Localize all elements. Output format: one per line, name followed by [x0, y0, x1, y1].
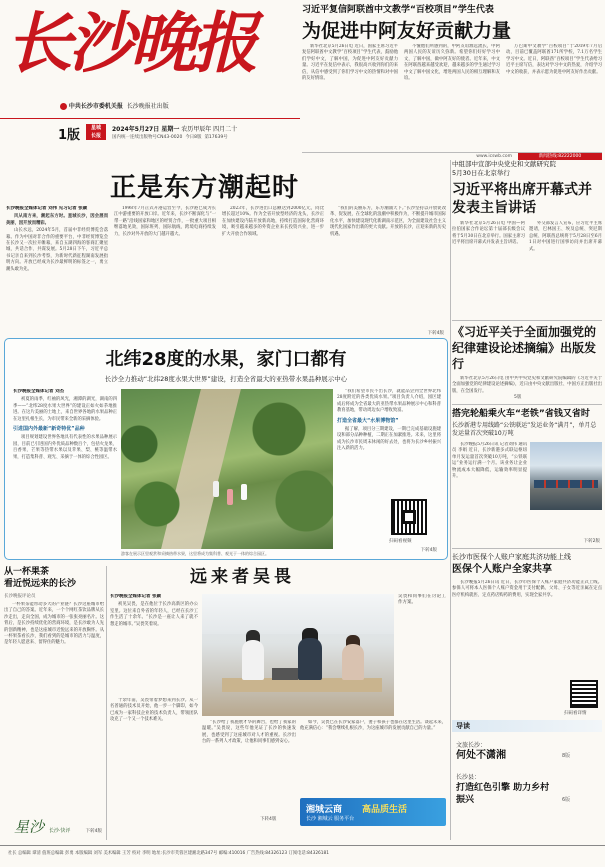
main-story-intro-col: 长沙晚报全媒体记者 刘伟 见习记者 张颖 风从南方来，潮起东方时。星城长沙，因会展而美丽，因开放而精彩。 山长水远，2024年5月，首届中非经贸博览会落幕。作为中国对非合作的重要平台，中非经贸博览会在长沙又一次拉开帷幕，来自五湖四海的客商汇聚星城，共话合作、共谋发展。5月28日下午，习近平总书记亲自来到长沙考察，为新时代新征程湖南发展指明方向。开放已经成为长沙最鲜明的标签之一，勇立潮头敢为先。	[6, 206, 108, 272]
commentary-logo	[14, 816, 70, 837]
fruit-subhead-2: 打造全省最大“水果博物馆”	[337, 417, 399, 424]
right-divider-3	[452, 548, 602, 549]
fruit-qr-label: 扫码看视频	[389, 539, 412, 544]
fruit-col-1: 长沙晚报全媒体记者 刘杰 初夏的雨季，红袖的风光，湘潭的湖光，湖南的四季——“北纬28度水果大世界”的建设正如火如荼地推进。在这片美丽的土地上，来自世界各地的水果品种正在这里扎根生长，为市民带来全新的采摘体验。 引进国内外最新“新奇特优”品种 项目规划建设世界各地具有代表性的水果品种展示园，目前已引进国内外优质品种数百个，包括火龙果、百香果、芒果等热带水果以及苹果、梨、桃等温带水果，打造集科普、观光、采摘于一体的综合性园区。	[13, 389, 117, 460]
main-story-col-3: 2023年，长沙进出口总额达到2000亿元，同比增长超过10%。作为全省开放型经济的龙头，长沙正在加快建设内陆开放新高地，持续打造国际化营商环境，吸引越来越多的外资企业来长投资兴业，进一步扩大开放合作领域。	[222, 206, 324, 237]
book-release-headline: 《习近平关于全面加强党的纪律建设论述摘编》出版发行	[452, 325, 597, 371]
edition-badge	[86, 124, 106, 140]
main-story-col-2: 1998年7月正式开港运营至今，长沙港已成为长江中游重要的开放口岸。近年来，长沙不断深化与“一带一路”沿线国家和地区的经贸合作，一批重大项目相继落地见效，国际班列、国际航线、跨境电商持续发力，长沙对外开放的大门越开越大。	[114, 206, 216, 237]
masthead	[0, 0, 300, 155]
commentary-logo-sub: 长沙·快评	[48, 828, 71, 834]
orchard-trees-right	[243, 389, 333, 549]
profile-col-3: “长沙给了我施展才华的舞台，也给了我家的温暖。”吴畏说，这些年他见证了长沙的快速发展，也感受到了这座城市对人才的重视。长沙出台的一系列人才政策，让他和同事们感到安心。	[202, 720, 296, 745]
commentary-divider	[106, 566, 107, 840]
party-emblem-icon	[60, 103, 67, 110]
commentary-continued-link[interactable]: 下转4版	[85, 829, 102, 834]
train-continued-link[interactable]: 下转2版	[583, 539, 600, 544]
top-story-kicker: 习近平复信阿联酋中文教学“百校项目”学生代表	[302, 5, 494, 15]
cn-code: 国内统一连续出版物号CN43-0020	[112, 135, 183, 140]
logo-char-2: 沙	[68, 4, 130, 82]
profile-col-right	[398, 594, 446, 716]
top-story	[302, 4, 602, 154]
fruit-byline: 长沙晚报全媒体记者 刘杰	[13, 389, 65, 394]
top-story-col-1: 新华社北京5月26日电 近日，国家主席习近平复信阿联酋中文教学“百校项目”学生代表，鼓励他们学好中文，了解中国，为促进中阿友好贡献力量。习近平在复信中表示，我很高兴收到你们的来信，从信中感受到了你们学习中文的热情和对中国的友好情谊。	[302, 44, 398, 82]
date-line	[112, 124, 237, 133]
right-column	[452, 160, 602, 840]
main-continued-link[interactable]: 下转4版	[427, 331, 444, 336]
guide-section	[452, 720, 602, 835]
top-story-col-2: 不懂他们所感到的，中阿友谊源远流长，中阿两国人民的友谊历久弥新。希望你们好好学习中文，了解中国，做中阿友好的使者。近年来，中文在阿联酋越来越受欢迎，越来越多的学生通过学习中文了解中国文化，增进两国人民的相互理解和友谊。	[404, 44, 500, 82]
main-story-col-4: “我们的美丽东方，东方潮涌天下。”长沙坚持以开放促改革、促发展，在全球化的浪潮中积极作为，不断提升城市国际化水平，加快建设现代化新湖南示范区，为全面建设社会主义现代化国家作出新的更大贡献。开放的长沙，正迎来新的历史机遇。	[330, 206, 446, 237]
top-story-col-3: 万巴斯中文教学“百校项目”于2019年7月启动，目前已覆盖阿联酋171所学校，7.1万名学生学习中文。近日，阿联酋“百校项目”学生代表给习近平主席写信，表达对学习中文的热爱，介绍学习中文的收获，并表示愿为促进中阿友好作出贡献。	[506, 44, 602, 75]
train-photo	[530, 442, 602, 510]
profile-headline: 远来者吴畏	[190, 567, 295, 587]
right-kicker: 中组部中宣部中央党史和文献研究院	[452, 160, 556, 168]
profile-photo-caption: 吴畏和同事们在讨论工作方案。	[398, 594, 446, 606]
ad-brand: 湘城云商	[306, 805, 343, 815]
masthead-group: 长沙晚报社出版	[126, 103, 169, 110]
qr-center	[402, 510, 416, 524]
masthead-org-line	[60, 101, 169, 110]
date-text: 2024年5月27日 星期一	[112, 126, 180, 133]
profile-col-4: 如今，吴畏已在长沙安家落户，妻子和孩子也都在这里生活。谈起未来，他充满信心：“我会继续扎根长沙，为这座城市的发展贡献自己的力量。”	[300, 720, 446, 732]
lunar-text: 农历甲辰年 四月二十	[181, 126, 238, 133]
main-byline: 长沙晚报全媒体记者 刘伟 见习记者 张颖	[6, 206, 88, 211]
issue-pages: 今日8版	[185, 135, 202, 140]
office-window	[202, 594, 394, 634]
guide-item-1-kicker[interactable]: 文旅长沙：	[456, 742, 487, 749]
masthead-org: 中共长沙市委机关报	[68, 103, 123, 110]
profile-story	[110, 566, 448, 840]
edition-number: 1版	[58, 128, 81, 143]
logo-char-4: 报	[192, 4, 254, 82]
commentary	[4, 566, 104, 840]
train-deck: 长沙新港专用线路“公铁联运”发运业务“满月”，单月总发运量首次突破10万吨	[452, 422, 597, 437]
footer-text: 社长 总编辑 谭清 值班总编辑 彭勇 本版编辑 刘军 美术编辑 王芳 校对 李明 地址:长沙市芙蓉区建湘北路347号 邮编:410016 广告热线:84326123 订阅电话:84326181	[8, 851, 329, 856]
commentary-logo-char-2: 沙	[29, 818, 45, 836]
edition-badge-line2: 长报	[90, 133, 101, 139]
insurance-qr-label: 扫码看详情	[564, 711, 587, 716]
top-story-headline: 为促进中阿友好贡献力量	[302, 20, 512, 42]
commentary-headline: 看近悦远来的长沙	[4, 579, 77, 589]
fruit-qr-code[interactable]	[391, 499, 427, 535]
fruit-deck: 长沙全力推动“北纬28度水果大世界”建设，打造全省最大的亚热带水果品种展示中心	[104, 375, 348, 383]
fruit-headline: 北纬28度的水果，家门口都有	[105, 349, 347, 370]
person-1	[242, 640, 264, 680]
laptop	[272, 668, 298, 680]
profile-continued-link[interactable]: 下转4版	[260, 817, 277, 822]
commentary-kicker: 从一杯果茶	[4, 567, 50, 577]
guide-item-1[interactable]: 何处不潇湘	[456, 750, 506, 761]
masthead-divider	[0, 118, 300, 119]
commentary-logo-char-1: 星	[14, 818, 30, 836]
commentary-byline: 长沙晚报评论员	[4, 594, 36, 599]
right-column-divider	[450, 160, 451, 840]
insurance-subhead: 医保个人账户全家共享	[452, 564, 552, 575]
guide-item-2-page[interactable]: 6版	[562, 797, 571, 803]
ad-slogan: 高品质生活	[362, 805, 408, 815]
book-see-page[interactable]: 5版	[514, 395, 522, 400]
insurance-col: 长沙晚报5月26日讯 近日，长沙市医保个人账户家庭共济功能正式上线。参保人可将本人医保个人账户资金用于支付配偶、父母、子女等近亲属在定点医疗机构就医、定点药店购药的费用，实现全家共享。	[452, 580, 602, 598]
fruit-orchard-photo	[121, 389, 333, 549]
train-headline: 搭完轮船乘火车“老铁”省钱又省时	[452, 409, 590, 419]
insurance-qr-code[interactable]	[570, 680, 598, 708]
train-wagons	[534, 480, 598, 488]
edition-badge-line1: 星城	[90, 125, 101, 131]
person-2	[298, 638, 322, 680]
train-col: 长沙晚报5月26日讯 记者刘伟 通讯员 李娟 近日，长沙新港多式联运枢纽单月发运量首次突破10万吨，“公铁联运”业务运行满一个月。该业务让企业物流成本大幅降低，运输效率明显提升。	[452, 442, 602, 538]
profile-col-1: 长沙晚报全媒体记者 张颖 初见吴畏，是在他位于长沙高新区的办公室里。这位来自外省的年轻人，已经在长沙工作生活了十余年。“长沙是一座让人来了就不想走的城市。”吴畏笑着说。	[110, 594, 198, 627]
right-divider-1	[452, 320, 602, 321]
ad-sub: 长沙 湘城云 服务平台	[306, 816, 355, 822]
guide-item-2[interactable]: 打造红色引擎 助力乡村振兴	[456, 783, 550, 805]
issue-number: 第17639号	[204, 135, 228, 140]
right-news-col: 新华社北京5月26日电 中国—阿拉伯国家合作论坛第十届部长级会议将于5月30日在北京举行。国家主席习近平将出席开幕式并发表主旨讲话。 外交部发言人宣布，应习近平主席邀请，巴林国王、埃及总统、突尼斯总统、阿联酋总统将于5月28日至6月1日对中国进行国事访问并出席开幕式。	[452, 221, 602, 252]
footer-rule	[0, 845, 605, 846]
right-headline: 习近平将出席开幕式并发表主旨讲话	[452, 182, 592, 216]
fruit-photo-caption: 游客在展示区里观赏和采摘热带水果，这里将成为集科普、观光于一体的综合园区。	[121, 551, 269, 556]
profile-byline: 长沙晚报全媒体记者 张颖	[110, 594, 162, 599]
profile-photo	[202, 594, 394, 716]
fruit-feature	[4, 338, 448, 560]
fruit-col-3: “我们希望市民不出长沙，就能品尝到全世界北纬28度附近的各类优质水果。”项目负责人介绍，园区建成后将成为全省最大的亚热带水果品种展示中心和科普教育基地，带动周边农户增收致富。 打造全省最大“水果博物馆” 据了解，项目分三期建设，一期已完成基础设施建设和部分品种种植，二期正在加紧推进。未来，这里将成为长沙市民周末休闲的好去处，也将为长沙乡村振兴注入新的活力。	[337, 389, 441, 452]
right-kicker-2: 5月30日在北京举行	[452, 169, 510, 177]
guide-item-1-page[interactable]: 8版	[562, 753, 571, 759]
ad-banner[interactable]	[300, 798, 446, 826]
book-release-col: 新华社北京5月26日电 由中共中央党史和文献研究院编辑的《习近平关于全面加强党的纪律建设论述摘编》，近日由中央文献出版社、中国方正出版社出版，在全国发行。	[452, 376, 602, 394]
profile-col-2: 十余年前，吴畏带着梦想来到长沙。从一名普通的技术员开始，他一步一个脚印，如今已成为一家科技企业的技术负责人，带领团队攻克了一个又一个技术难关。	[110, 698, 198, 723]
main-story	[0, 160, 450, 340]
logo-char-3: 晚	[130, 4, 192, 82]
guide-label: 导读	[452, 720, 602, 732]
right-divider-2	[452, 404, 602, 405]
top-right-strip	[302, 152, 602, 160]
office-desk	[222, 678, 382, 692]
visitor-figures	[213, 481, 219, 497]
fruit-subhead-1: 引进国内外最新“新奇特优”品种	[13, 426, 85, 433]
commentary-col: 一杯果茶能带动多大的产业链？长沙这座城市给出了自己的答案。近年来，一个个网红茶饮品牌从长沙走出，走向全国，成为城市的一张张亮丽名片。这背后，是长沙持续优化的营商环境，是长沙敢为人先的创新精神，也是这座城市近悦远来的开放胸怀。从一杯果茶看长沙，我们看到的是城市的活力与温度，是年轻人愿意来、留得住的魅力。	[4, 602, 104, 646]
orchard-trees-left	[121, 399, 181, 549]
hotline: 新闻热线:82222000	[518, 153, 602, 160]
issue-line	[112, 134, 228, 140]
website: www.icswb.com	[476, 154, 512, 159]
person-3	[342, 644, 364, 680]
insurance-headline: 长沙市医保个人账户家庭共济功能上线	[452, 553, 571, 561]
fruit-continued-link[interactable]: 下转4版	[420, 548, 437, 553]
main-headline: 正是东方潮起时	[110, 173, 300, 203]
logo-char-1: 长	[6, 4, 68, 82]
masthead-logo	[6, 4, 296, 84]
guide-item-2-kicker[interactable]: 长沙县：	[456, 774, 481, 781]
